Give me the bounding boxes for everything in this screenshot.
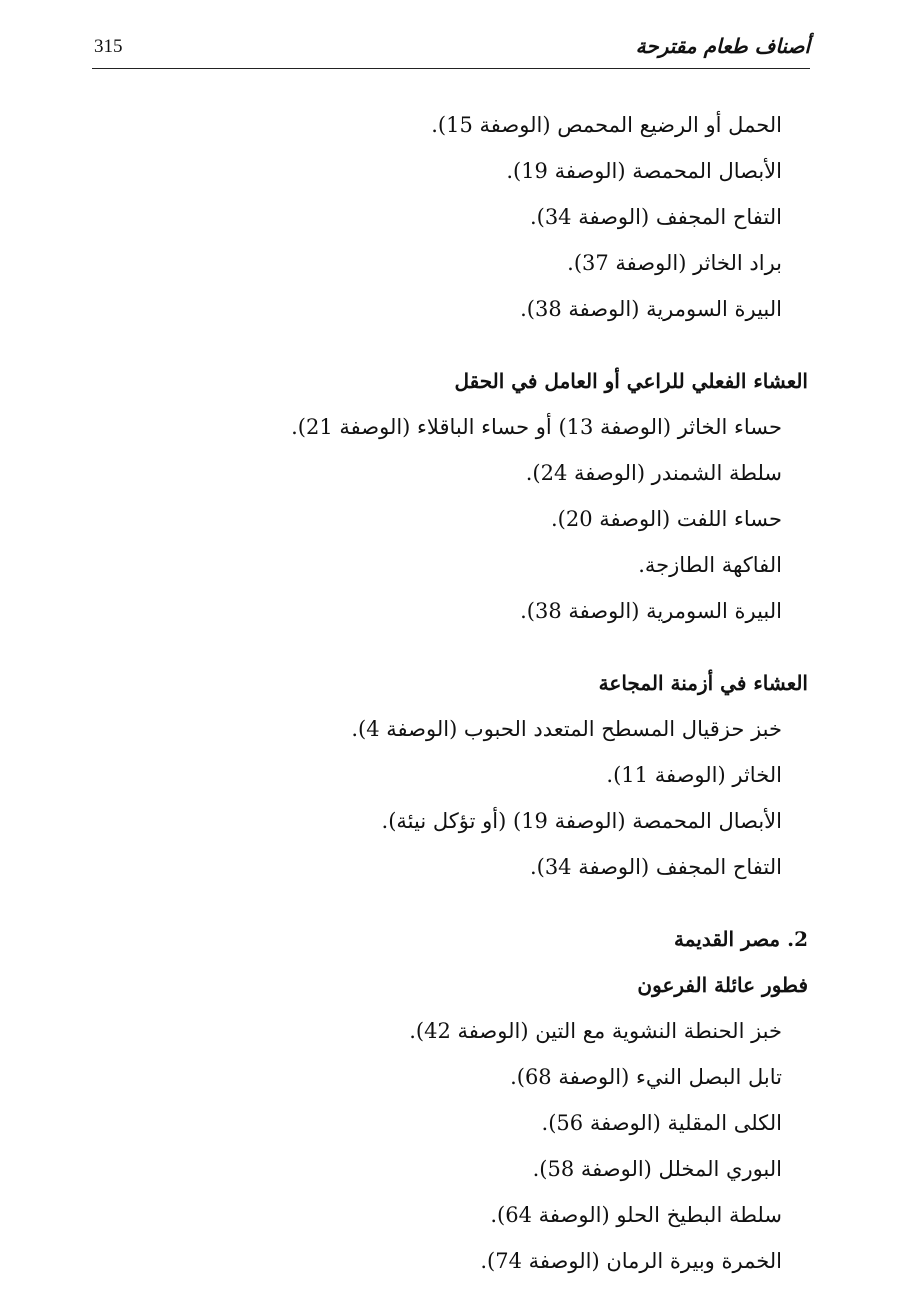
menu-item: التفاح المجفف (الوصفة 34). — [529, 855, 782, 879]
menu-item: الفاكهة الطازجة. — [638, 553, 782, 577]
page-header — [92, 28, 810, 69]
menu-item: البوري المخلل (الوصفة 58). — [532, 1157, 782, 1181]
menu-list — [168, 706, 808, 890]
menu-item: الخاثر (الوصفة 11). — [606, 763, 782, 787]
section-heading: العشاء الفعلي للراعي أو العامل في الحقل — [454, 369, 808, 393]
section — [168, 916, 808, 1284]
menu-item: حساء اللفت (الوصفة 20). — [550, 507, 782, 531]
menu-item: الأبصال المحمصة (الوصفة 19). — [506, 159, 782, 183]
menu-item: تابل البصل النيء (الوصفة 68). — [510, 1065, 782, 1089]
menu-item: الحمل أو الرضيع المحمص (الوصفة 15). — [431, 113, 782, 137]
menu-item: سلطة الشمندر (الوصفة 24). — [525, 461, 782, 485]
menu-item: الخمرة وبيرة الرمان (الوصفة 74). — [480, 1249, 782, 1273]
menu-list — [168, 1008, 808, 1284]
menu-item: البيرة السومرية (الوصفة 38). — [520, 297, 782, 321]
menu-item: براد الخاثر (الوصفة 37). — [567, 251, 782, 275]
menu-item: خبز الحنطة النشوية مع التين (الوصفة 42). — [409, 1019, 782, 1043]
menu-item: الكلى المقلية (الوصفة 56). — [541, 1111, 782, 1135]
section — [168, 102, 808, 332]
section-heading: 2. مصر القديمة — [673, 927, 808, 951]
section — [168, 358, 808, 634]
section — [168, 660, 808, 890]
page-body — [168, 102, 808, 1310]
section-heading: العشاء في أزمنة المجاعة — [598, 671, 808, 695]
menu-item: سلطة البطيخ الحلو (الوصفة 64). — [490, 1203, 782, 1227]
page-number: 315 — [94, 36, 123, 57]
menu-item: خبز حزقيال المسطح المتعدد الحبوب (الوصفة 4). — [351, 717, 782, 741]
menu-item: التفاح المجفف (الوصفة 34). — [529, 205, 782, 229]
menu-list — [168, 102, 808, 332]
menu-item: حساء الخاثر (الوصفة 13) أو حساء الباقلاء (الوصفة 21). — [291, 415, 782, 439]
menu-list — [168, 404, 808, 634]
section-heading: فطور عائلة الفرعون — [637, 973, 808, 997]
menu-item: البيرة السومرية (الوصفة 38). — [520, 599, 782, 623]
running-title: أصناف طعام مقترحة — [635, 34, 810, 58]
menu-item: الأبصال المحمصة (الوصفة 19) (أو تؤكل نيئة). — [381, 809, 782, 833]
